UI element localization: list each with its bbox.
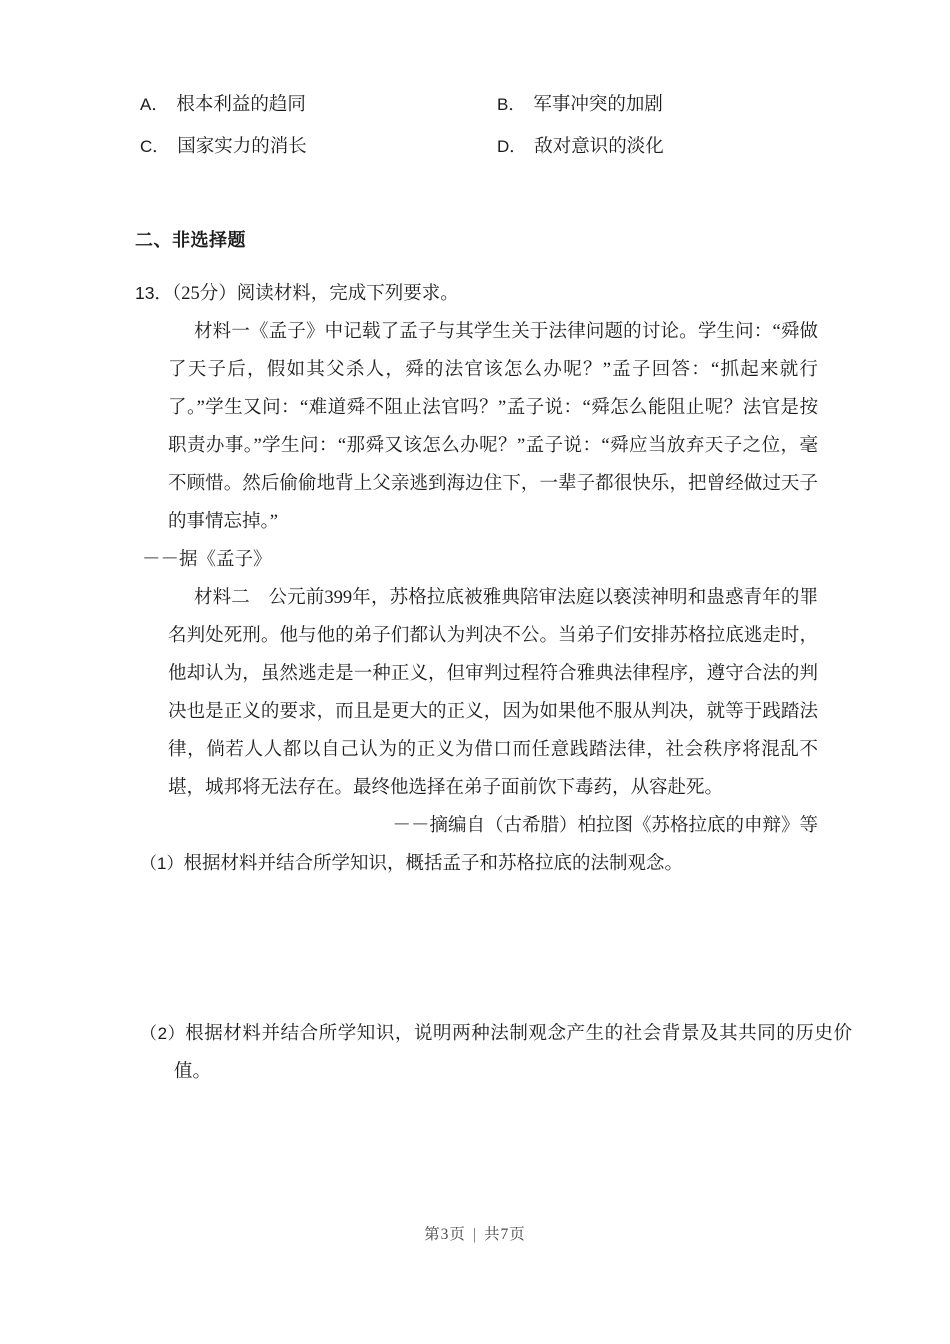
choice-row <box>140 138 820 180</box>
choice-row <box>140 96 820 138</box>
sub-question-1 <box>140 845 818 883</box>
choice-text-d: 敌对意识的淡化 <box>534 137 664 157</box>
choice-text-b: 军事冲突的加剧 <box>533 95 663 115</box>
question-number: 13． <box>135 283 172 303</box>
footer-separator: | <box>472 1226 478 1243</box>
page-content <box>135 95 852 1105</box>
sub-question-1-text: 根据材料并结合所学知识，概括孟子和苏格拉底的法制观念。 <box>183 854 683 874</box>
choice-letter-b: B． <box>497 95 526 114</box>
choice-option-c[interactable] <box>140 138 497 157</box>
sub-question-1-number: （1） <box>140 854 184 873</box>
choice-letter-c: C． <box>140 137 170 156</box>
choice-letter-d: D． <box>497 137 527 156</box>
material-one-body: 材料一《孟子》中记载了孟子与其学生关于法律问题的讨论。学生问：“舜做了天子后，假如其父杀人，舜的法官该怎么办呢？”孟子回答：“抓起来就行了。”学生又问：“难道舜不阻止法官吗？”孟子说：“舜怎么能阻止呢？法官是按职责办事。”学生问：“那舜又该怎么办呢？”孟子说：“舜应当放弃天子之位，毫不顾惜。然后偷偷地背上父亲逃到海边住下，一辈子都很快乐，把曾经做过天子的事情忘掉。” <box>168 322 818 532</box>
material-two-attribution: －－摘编自（古希腊）柏拉图《苏格拉底的申辩》等 <box>392 816 818 836</box>
choice-text-c: 国家实力的消长 <box>177 137 307 157</box>
page-footer <box>0 1222 950 1244</box>
choice-option-a[interactable] <box>140 96 497 115</box>
footer-total-pages: 共7页 <box>484 1226 526 1243</box>
answer-space-2[interactable] <box>140 1091 820 1105</box>
sub-question-2-number: （2） <box>140 1024 186 1043</box>
question-13-stem <box>135 274 820 313</box>
choice-option-b[interactable] <box>497 96 663 115</box>
choice-options-block <box>140 96 820 180</box>
choice-letter-a: A． <box>140 95 169 114</box>
sub-question-2 <box>140 1015 852 1091</box>
choice-option-d[interactable] <box>497 138 664 157</box>
material-two-body: 材料二 公元前399年，苏格拉底被雅典陪审法庭以亵渎神明和蛊惑青年的罪名判处死刑。他与他的弟子们都认为判决不公。当弟子们安排苏格拉底逃走时，他却认为，虽然逃走是一种正义，但审判过程符合雅典法律程序，遵守合法的判决也是正义的要求，而且是更大的正义，因为如果他不服从判决，就等于践踏法律，倘若人人都以自己认为的正义为借口而任意践踏法律，社会秩序将混乱不堪，城邦将无法存在。最终他选择在弟子面前饮下毒药，从容赴死。 <box>168 588 818 798</box>
section-heading: 二、非选择题 <box>135 230 246 250</box>
answer-space-1[interactable] <box>140 883 820 1015</box>
material-one-attribution: －－据《孟子》 <box>142 550 272 570</box>
question-stem-text: （25分）阅读材料，完成下列要求。 <box>171 284 459 304</box>
footer-current-page: 第3页 <box>424 1226 466 1243</box>
choice-text-a: 根本利益的趋同 <box>176 95 306 115</box>
sub-question-2-text: 根据材料并结合所学知识，说明两种法制观念产生的社会背景及其共同的历史价值。 <box>174 1024 852 1082</box>
